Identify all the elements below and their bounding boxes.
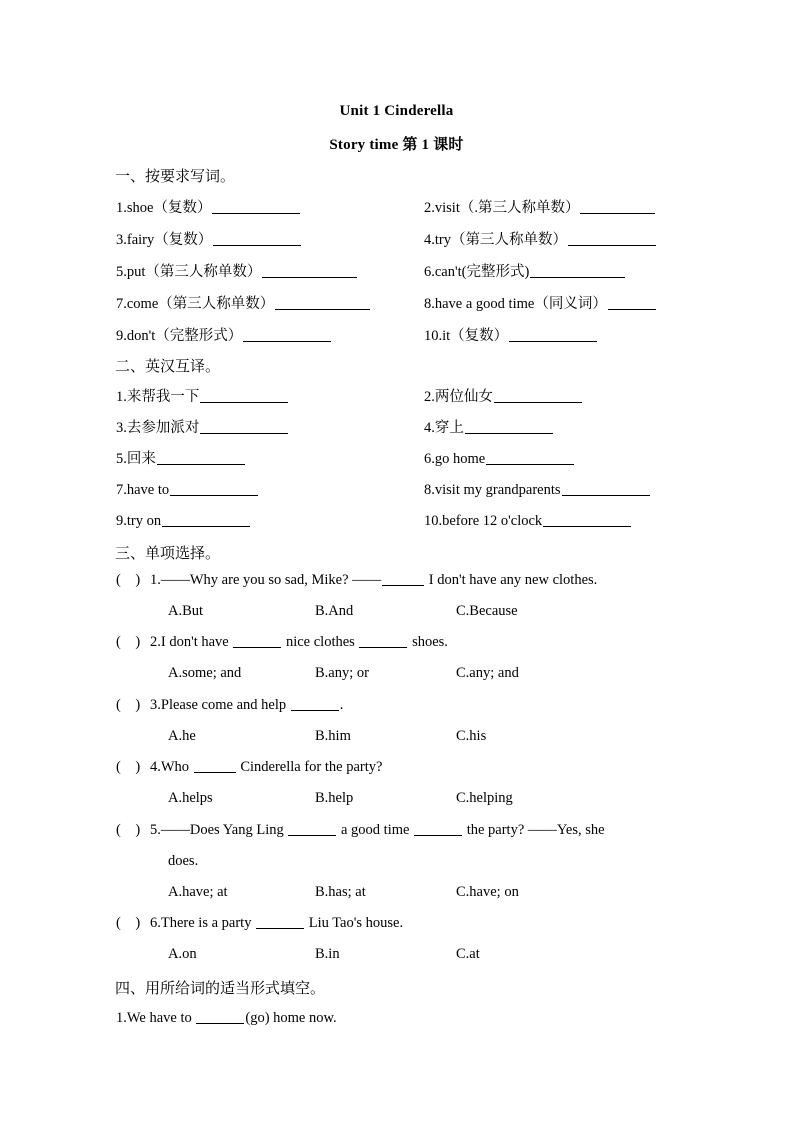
mc-question-3-text-before: Please come and help [160, 697, 290, 713]
section-1-item-2-label: 2.visit（.第三人称单数） [424, 200, 580, 216]
mc-question-5-text-before: ——Does Yang Ling [160, 822, 288, 838]
mc-question-5 [116, 822, 605, 839]
answer-blank[interactable] [568, 232, 656, 246]
mc-question-4-text-before: Who [160, 759, 193, 775]
section-1-item-8 [424, 295, 657, 313]
answer-blank[interactable] [509, 328, 597, 342]
mc-option-a[interactable]: A.he [168, 728, 196, 744]
section-2-item-7 [116, 481, 259, 499]
answer-blank[interactable] [562, 482, 650, 496]
section-2-item-3 [116, 419, 289, 437]
mc-question-1-text-before: ——Why are you so sad, Mike? —— [160, 572, 382, 588]
answer-blank[interactable] [213, 232, 301, 246]
section-4-item-1-text-after: (go) home now. [245, 1010, 337, 1026]
answer-blank[interactable] [543, 513, 631, 527]
section-1-item-3 [116, 231, 302, 249]
answer-blank[interactable] [200, 389, 288, 403]
answer-bracket[interactable]: ( ) [116, 634, 141, 650]
section-2-item-9-label: 9.try on [116, 513, 162, 529]
answer-blank[interactable] [608, 296, 656, 310]
answer-bracket[interactable]: ( ) [116, 822, 141, 838]
section-1-item-4-label: 4.try（第三人称单数） [424, 232, 567, 248]
section-2-item-8 [424, 481, 651, 499]
answer-blank[interactable] [465, 420, 553, 434]
section-2-item-9 [116, 512, 251, 530]
mc-question-5-text-after: the party? ——Yes, she [463, 822, 605, 838]
mc-question-2-text-before: I don't have [160, 634, 233, 650]
section-2-item-2-label: 2.两位仙女 [424, 389, 493, 405]
answer-bracket[interactable]: ( ) [116, 759, 141, 775]
section-1-item-4 [424, 231, 657, 249]
mc-question-1 [116, 572, 597, 589]
section-1-item-9 [116, 327, 332, 345]
mc-question-2-number: 2. [150, 634, 161, 650]
answer-blank[interactable] [288, 822, 336, 836]
section-2-item-1 [116, 388, 289, 406]
section-1-item-7-label: 7.come（第三人称单数） [116, 296, 275, 312]
section-2-item-10 [424, 512, 632, 530]
mc-option-c[interactable]: C.have; on [456, 884, 519, 900]
section-2-item-5-label: 5.回来 [116, 451, 156, 467]
section-2-heading: 二、英汉互译。 [115, 359, 221, 375]
section-4-item-1-text-before: 1.We have to [116, 1010, 196, 1026]
mc-question-3 [116, 697, 343, 714]
mc-question-4-text-after: Cinderella for the party? [236, 759, 383, 775]
mc-option-b[interactable]: B.in [315, 946, 340, 962]
mc-question-6-text-before: There is a party [160, 915, 256, 931]
answer-blank[interactable] [157, 451, 245, 465]
answer-blank[interactable] [486, 451, 574, 465]
mc-question-2-text-mid: nice clothes [282, 634, 359, 650]
mc-option-c[interactable]: C.helping [456, 790, 513, 806]
section-1-item-3-label: 3.fairy（复数） [116, 232, 213, 248]
mc-option-a[interactable]: A.some; and [168, 665, 242, 681]
answer-blank[interactable] [170, 482, 258, 496]
answer-blank[interactable] [414, 822, 462, 836]
mc-option-b[interactable]: B.And [315, 603, 354, 619]
answer-bracket[interactable]: ( ) [116, 915, 141, 931]
section-2-item-8-label: 8.visit my grandparents [424, 482, 561, 498]
answer-blank[interactable] [200, 420, 288, 434]
section-1-item-5-label: 5.put（第三人称单数） [116, 264, 262, 280]
section-3-heading: 三、单项选择。 [115, 546, 221, 562]
mc-option-c[interactable]: C.any; and [456, 665, 519, 681]
section-4-heading: 四、用所给词的适当形式填空。 [115, 981, 326, 997]
answer-bracket[interactable]: ( ) [116, 697, 141, 713]
answer-blank[interactable] [494, 389, 582, 403]
answer-blank[interactable] [359, 634, 407, 648]
mc-option-b[interactable]: B.any; or [315, 665, 369, 681]
answer-blank[interactable] [243, 328, 331, 342]
answer-blank[interactable] [262, 264, 357, 278]
answer-blank[interactable] [196, 1010, 244, 1024]
mc-question-6 [116, 915, 403, 932]
mc-question-1-number: 1. [150, 572, 161, 588]
answer-bracket[interactable]: ( ) [116, 572, 141, 588]
section-2-item-2 [424, 388, 583, 406]
section-2-item-5 [116, 450, 246, 468]
section-1-item-9-label: 9.don't（完整形式） [116, 328, 243, 344]
answer-blank[interactable] [256, 915, 304, 929]
answer-blank[interactable] [580, 200, 655, 214]
mc-option-c[interactable]: C.his [456, 728, 487, 744]
section-2-item-3-label: 3.去参加派对 [116, 420, 200, 436]
mc-question-6-number: 6. [150, 915, 161, 931]
mc-question-4-number: 4. [150, 759, 161, 775]
page-title-unit: Unit 1 Cinderella [339, 103, 454, 119]
section-1-item-8-label: 8.have a good time（同义词） [424, 296, 607, 312]
mc-option-b[interactable]: B.has; at [315, 884, 366, 900]
mc-question-3-number: 3. [150, 697, 161, 713]
mc-option-a[interactable]: A.have; at [168, 884, 228, 900]
mc-question-4 [116, 759, 382, 776]
section-1-heading: 一、按要求写词。 [115, 169, 236, 185]
answer-blank[interactable] [530, 264, 625, 278]
mc-question-6-text-after: Liu Tao's house. [305, 915, 404, 931]
section-1-item-2 [424, 199, 656, 217]
answer-blank[interactable] [382, 572, 424, 586]
section-2-item-1-label: 1.来帮我一下 [116, 389, 200, 405]
page-title-lesson: Story time 第 1 课时 [329, 137, 464, 153]
mc-question-3-text-after: . [339, 697, 344, 713]
mc-option-c[interactable]: C.Because [456, 603, 518, 619]
section-2-item-6 [424, 450, 575, 468]
section-1-item-1 [116, 199, 301, 217]
mc-question-5-continuation: does. [168, 853, 199, 869]
mc-option-b[interactable]: B.him [315, 728, 351, 744]
section-2-item-4-label: 4.穿上 [424, 420, 464, 436]
section-2-item-6-label: 6.go home [424, 451, 486, 467]
answer-blank[interactable] [194, 759, 236, 773]
mc-question-1-text-after: I don't have any new clothes. [425, 572, 598, 588]
mc-question-2-text-after: shoes. [408, 634, 448, 650]
answer-blank[interactable] [233, 634, 281, 648]
mc-option-c[interactable]: C.at [456, 946, 480, 962]
section-1-item-7 [116, 295, 371, 313]
answer-blank[interactable] [212, 200, 300, 214]
mc-option-a[interactable]: A.But [168, 603, 204, 619]
section-4-item-1 [116, 1009, 337, 1027]
mc-question-2 [116, 634, 448, 651]
mc-question-5-text-mid: a good time [337, 822, 414, 838]
section-2-item-10-label: 10.before 12 o'clock [424, 513, 543, 529]
section-1-item-10-label: 10.it（复数） [424, 328, 509, 344]
section-1-item-6-label: 6.can't(完整形式) [424, 264, 530, 280]
section-2-item-7-label: 7.have to [116, 482, 170, 498]
mc-option-a[interactable]: A.on [168, 946, 197, 962]
mc-option-b[interactable]: B.help [315, 790, 354, 806]
mc-question-5-number: 5. [150, 822, 161, 838]
mc-option-a[interactable]: A.helps [168, 790, 213, 806]
answer-blank[interactable] [162, 513, 250, 527]
section-1-item-6 [424, 263, 626, 281]
section-2-item-4 [424, 419, 554, 437]
section-1-item-1-label: 1.shoe（复数） [116, 200, 212, 216]
answer-blank[interactable] [275, 296, 370, 310]
section-1-item-10 [424, 327, 598, 345]
section-1-item-5 [116, 263, 358, 281]
answer-blank[interactable] [291, 697, 339, 711]
